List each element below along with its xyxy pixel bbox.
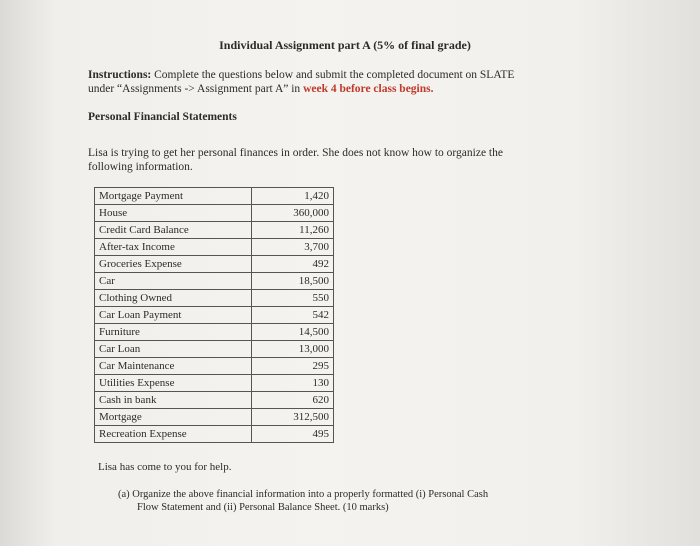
table-row	[95, 324, 334, 341]
amount-cell: 130	[252, 375, 334, 392]
table-row	[95, 307, 334, 324]
table-row	[95, 375, 334, 392]
item-cell: After-tax Income	[95, 239, 252, 256]
table-row	[95, 222, 334, 239]
amount-cell: 492	[252, 256, 334, 273]
item-cell: Cash in bank	[95, 392, 252, 409]
table-row	[95, 273, 334, 290]
document-title: Individual Assignment part A (5% of final grade)	[219, 38, 471, 52]
item-cell: Mortgage Payment	[95, 188, 252, 205]
intro-paragraph	[88, 146, 588, 174]
item-cell: Car	[95, 273, 252, 290]
help-text: Lisa has come to you for help.	[98, 461, 232, 473]
amount-cell: 550	[252, 290, 334, 307]
table-row	[95, 409, 334, 426]
item-cell: Groceries Expense	[95, 256, 252, 273]
table-row	[95, 358, 334, 375]
amount-cell: 13,000	[252, 341, 334, 358]
instructions-label: Instructions:	[88, 69, 152, 81]
item-cell: Credit Card Balance	[95, 222, 252, 239]
table-row	[95, 341, 334, 358]
amount-cell: 14,500	[252, 324, 334, 341]
amount-cell: 18,500	[252, 273, 334, 290]
table-row	[95, 188, 334, 205]
section-heading: Personal Financial Statements	[88, 111, 237, 123]
table-row	[95, 426, 334, 443]
financial-info-table	[94, 187, 334, 443]
table-row	[95, 256, 334, 273]
amount-cell: 1,420	[252, 188, 334, 205]
instructions-text-2: under “Assignments -> Assignment part A” in	[88, 83, 304, 95]
item-cell: Utilities Expense	[95, 375, 252, 392]
amount-cell: 312,500	[252, 409, 334, 426]
item-cell: Car Loan Payment	[95, 307, 252, 324]
instructions-text-1: Complete the questions below and submit the completed document on SLATE	[151, 69, 515, 81]
table-row	[95, 392, 334, 409]
amount-cell: 620	[252, 392, 334, 409]
amount-cell: 3,700	[252, 239, 334, 256]
intro-line-2: following information.	[88, 161, 193, 173]
table-row	[95, 205, 334, 222]
question-a-line-1: (a) Organize the above financial information into a properly formatted (i) Personal Cash	[118, 489, 489, 500]
amount-cell: 295	[252, 358, 334, 375]
table-row	[95, 239, 334, 256]
intro-line-1: Lisa is trying to get her personal finances in order. She does not know how to organize the	[88, 147, 503, 159]
deadline-highlight: week 4 before class begins.	[303, 83, 434, 95]
amount-cell: 495	[252, 426, 334, 443]
amount-cell: 11,260	[252, 222, 334, 239]
item-cell: Furniture	[95, 324, 252, 341]
item-cell: Recreation Expense	[95, 426, 252, 443]
question-a-line-2: Flow Statement and (ii) Personal Balance Sheet. (10 marks)	[137, 502, 389, 513]
item-cell: Car Loan	[95, 341, 252, 358]
item-cell: House	[95, 205, 252, 222]
question-a	[118, 488, 578, 514]
amount-cell: 542	[252, 307, 334, 324]
item-cell: Mortgage	[95, 409, 252, 426]
table-row	[95, 290, 334, 307]
amount-cell: 360,000	[252, 205, 334, 222]
item-cell: Clothing Owned	[95, 290, 252, 307]
item-cell: Car Maintenance	[95, 358, 252, 375]
instructions-paragraph	[88, 68, 608, 96]
